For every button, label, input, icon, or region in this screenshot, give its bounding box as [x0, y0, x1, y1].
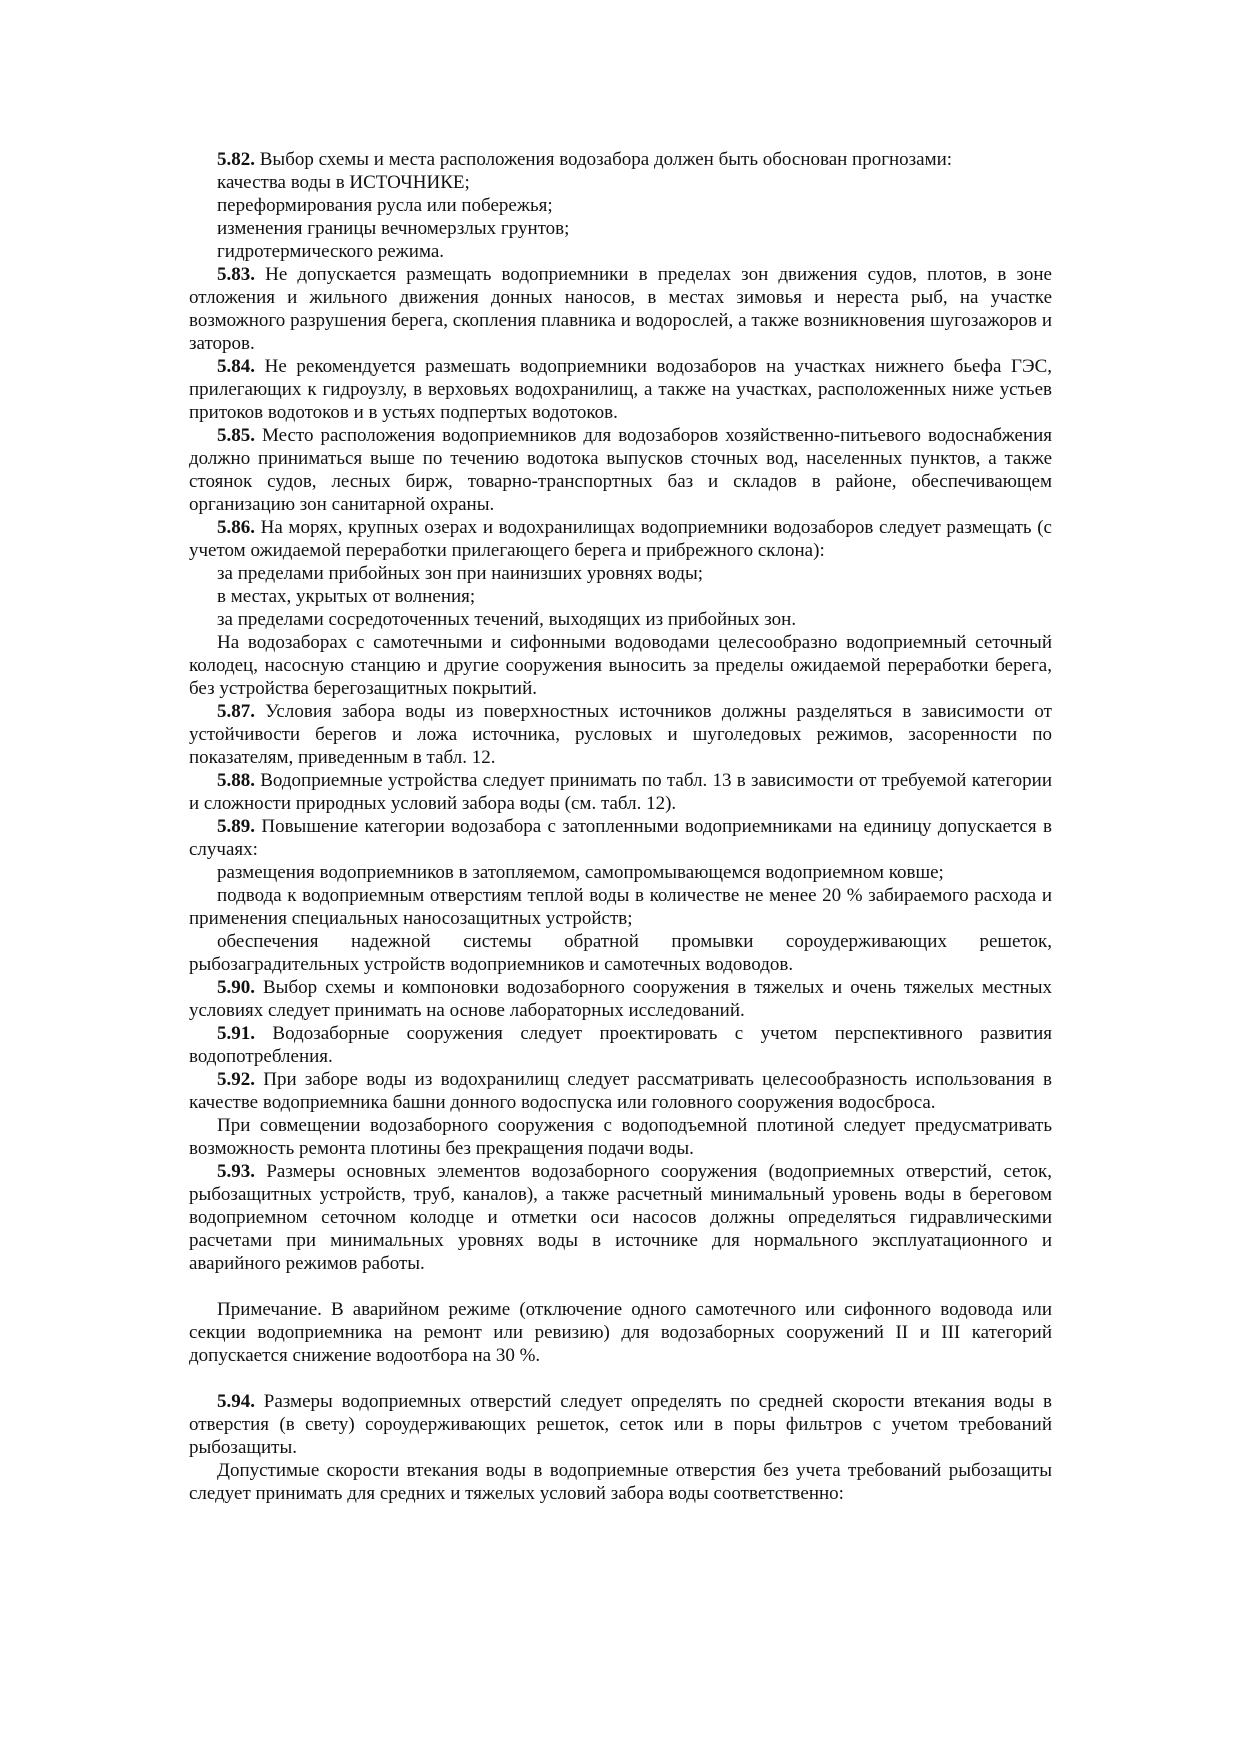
paragraph-text: Размеры основных элементов водозаборного сооружения (водоприемных отверстий, сеток, рыбозащитных устройств, труб, каналов), а также расчетный минимальный уровень воды в береговом водоприемном сеточном колодце и отметки оси насосов должны определяться гидравлическими расчетами при минимальных уровнях воды в источнике для нормального эксплуатационного и аварийного режимов работы. — [189, 1161, 1052, 1274]
paragraph — [189, 861, 1052, 884]
clause-number: 5.90. — [217, 977, 255, 998]
paragraph-text: При совмещении водозаборного сооружения с водоподъемной плотиной следует предусматривать возможность ремонта плотины без прекращения подачи воды. — [189, 1115, 1052, 1159]
paragraph-text: Не допускается размещать водоприемники в пределах зон движения судов, плотов, в зоне отложения и жильного движения донных наносов, в местах зимовья и нереста рыб, на участке возможного разрушения берега, скопления плавника и водорослей, а также возникновения шугозажоров и заторов. — [189, 264, 1052, 354]
paragraph — [189, 194, 1052, 217]
paragraph — [189, 608, 1052, 631]
numbered-paragraph — [189, 976, 1052, 1022]
paragraph — [189, 930, 1052, 976]
numbered-paragraph — [189, 424, 1052, 516]
clause-number: 5.93. — [217, 1161, 255, 1182]
numbered-paragraph — [189, 355, 1052, 424]
paragraph-text: Выбор схемы и компоновки водозаборного сооружения в тяжелых и очень тяжелых местных условиях следует принимать на основе лабораторных исследований. — [189, 977, 1052, 1021]
paragraph-text: переформирования русла или побережья; — [217, 195, 553, 216]
paragraph-text: за пределами прибойных зон при наинизших уровнях воды; — [217, 563, 704, 584]
paragraph — [189, 562, 1052, 585]
paragraph-text: При заборе воды из водохранилищ следует рассматривать целесообразность использования в качестве водоприемника башни донного водоспуска или головного сооружения водосброса. — [189, 1069, 1052, 1113]
paragraph — [189, 171, 1052, 194]
paragraph — [189, 631, 1052, 700]
spacer — [189, 1367, 1052, 1390]
clause-number: 5.82. — [217, 149, 255, 170]
section-paragraphs — [189, 148, 1052, 1275]
numbered-paragraph — [189, 1160, 1052, 1275]
clause-number: 5.84. — [217, 356, 255, 377]
paragraph-text: Повышение категории водозабора с затопленными водоприемниками на единицу допускается в случаях: — [189, 816, 1052, 860]
paragraph-text: На водозаборах с самотечными и сифонными водоводами целесообразно водоприемный сеточный колодец, насосную станцию и другие сооружения выносить за пределы ожидаемой переработки берега, без устройства берегозащитных покрытий. — [189, 632, 1052, 699]
paragraph-text: за пределами сосредоточенных течений, выходящих из прибойных зон. — [217, 609, 797, 630]
clause-number: 5.86. — [217, 517, 255, 538]
paragraph-text: Не рекомендуется размешать водоприемники водозаборов на участках нижнего бьефа ГЭС, прилегающих к гидроузлу, в верховьях водохранилищ, а также на участках, расположенных ниже устьев притоков водотоков и в устьях подпертых водотоков. — [189, 356, 1052, 423]
paragraph-text: качества воды в ИСТОЧНИКЕ; — [217, 172, 470, 193]
paragraph — [189, 240, 1052, 263]
paragraph — [189, 217, 1052, 240]
clause-number: 5.83. — [217, 264, 255, 285]
numbered-paragraph — [189, 769, 1052, 815]
paragraph-text: Выбор схемы и места расположения водозабора должен быть обоснован прогнозами: — [255, 149, 953, 170]
clause-number: 5.85. — [217, 425, 255, 446]
document-page — [189, 148, 1052, 1505]
paragraph-text: Место расположения водоприемников для водозаборов хозяйственно-питьевого водоснабжения должно приниматься выше по течению водотока выпусков сточных вод, населенных пунктов, а также стоянок судов, лесных бирж, товарно-транспортных баз и складов в районе, обеспечивающем организацию зон санитарной охраны. — [189, 425, 1052, 515]
paragraph-text: Условия забора воды из поверхностных источников должны разделяться в зависимости от устойчивости берегов и ложа источника, русловых и шуголедовых режимов, засоренности по показателям, приведенным в табл. 12. — [189, 701, 1052, 768]
numbered-paragraph — [189, 148, 1052, 171]
paragraph-text: Водоприемные устройства следует принимать по табл. 13 в зависимости от требуемой категории и сложности природных условий забора воды (см. табл. 12). — [189, 770, 1052, 814]
paragraph — [189, 1459, 1052, 1505]
note-paragraph: Примечание. В аварийном режиме (отключение одного самотечного или сифонного водовода или секции водоприемника на ремонт или ревизию) для водозаборных сооружений II и III категорий допускается снижение водоотбора на 30 %. — [189, 1299, 1052, 1366]
paragraph-text: Размеры водоприемных отверстий следует определять по средней скорости втекания воды в отверстия (в свету) сороудерживающих решеток, сеток или в поры фильтров с учетом требований рыбозащиты. — [189, 1391, 1052, 1458]
numbered-paragraph — [189, 1390, 1052, 1459]
paragraph-text: На морях, крупных озерах и водохранилищах водоприемники водозаборов следует размещать (с учетом ожидаемой переработки прилегающего берега и прибрежного склона): — [189, 517, 1052, 561]
numbered-paragraph — [189, 516, 1052, 562]
paragraph-text: Водозаборные сооружения следует проектировать с учетом перспективного развития водопотребления. — [189, 1023, 1052, 1067]
section-paragraphs-after-note — [189, 1390, 1052, 1505]
clause-number: 5.88. — [217, 770, 255, 791]
spacer — [189, 1275, 1052, 1298]
paragraph-text: Допустимые скорости втекания воды в водоприемные отверстия без учета требований рыбозащиты следует принимать для средних и тяжелых условий забора воды соответственно: — [189, 1460, 1052, 1504]
paragraph-text: гидротермического режима. — [217, 241, 445, 262]
paragraph-text: в местах, укрытых от волнения; — [217, 586, 476, 607]
numbered-paragraph — [189, 263, 1052, 355]
numbered-paragraph — [189, 1068, 1052, 1114]
paragraph-text: размещения водоприемников в затопляемом, самопромывающемся водоприемном ковше; — [217, 862, 944, 883]
numbered-paragraph — [189, 700, 1052, 769]
paragraph — [189, 884, 1052, 930]
paragraph — [189, 1114, 1052, 1160]
paragraph — [189, 585, 1052, 608]
paragraph-text: подвода к водоприемным отверстиям теплой воды в количестве не менее 20 % забираемого расхода и применения специальных наносозащитных устройств; — [189, 885, 1052, 929]
clause-number: 5.91. — [217, 1023, 255, 1044]
clause-number: 5.87. — [217, 701, 255, 722]
numbered-paragraph — [189, 815, 1052, 861]
clause-number: 5.92. — [217, 1069, 255, 1090]
numbered-paragraph — [189, 1022, 1052, 1068]
paragraph-text: обеспечения надежной системы обратной промывки сороудерживающих решеток, рыбозаградительных устройств водоприемников и самотечных водоводов. — [189, 931, 1052, 975]
paragraph-text: изменения границы вечномерзлых грунтов; — [217, 218, 570, 239]
clause-number: 5.89. — [217, 816, 255, 837]
clause-number: 5.94. — [217, 1391, 255, 1412]
